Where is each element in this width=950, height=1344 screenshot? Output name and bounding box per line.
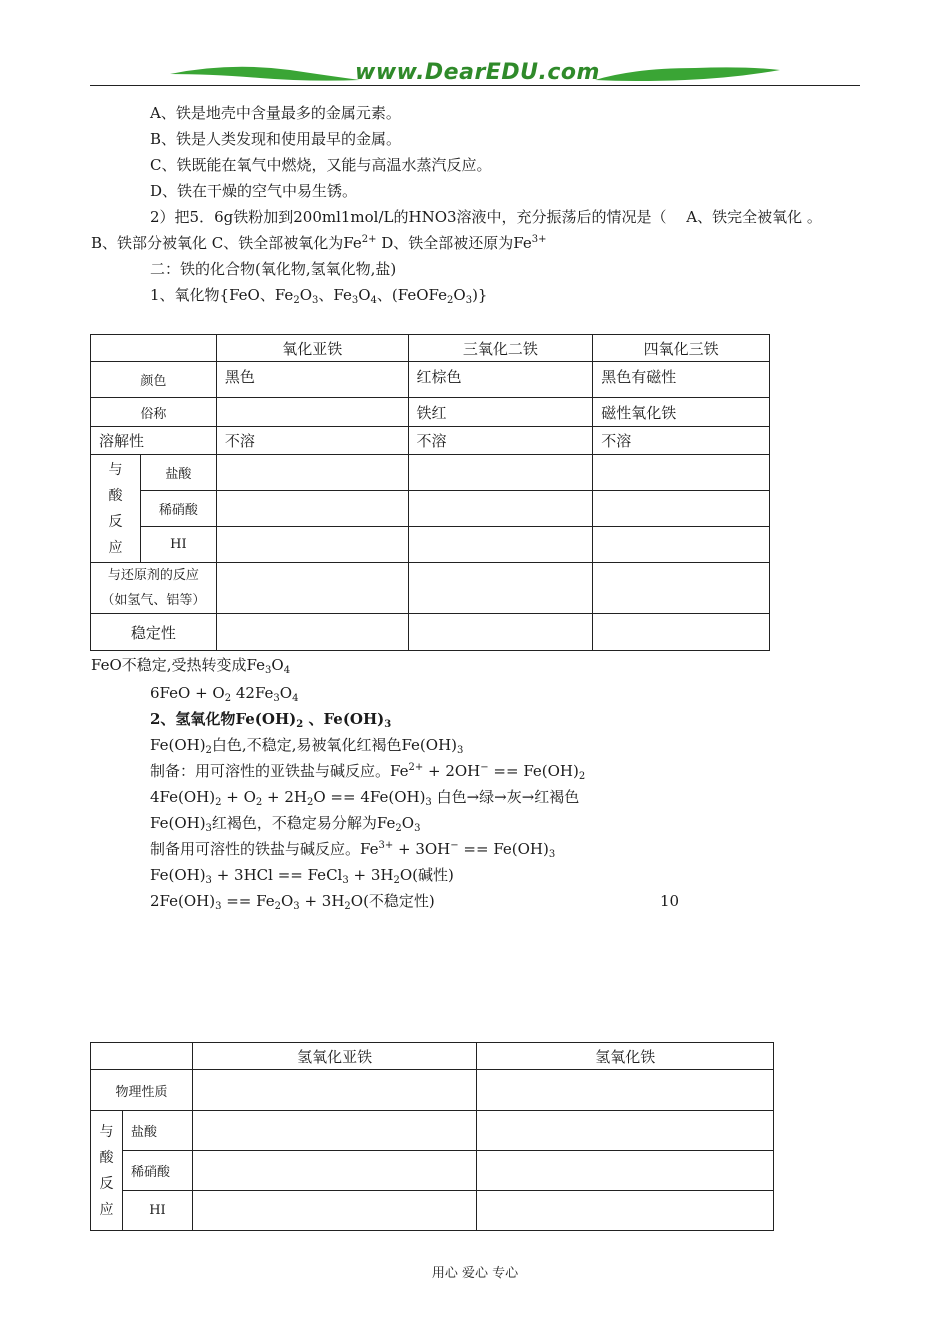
feo-note: FeO不稳定,受热转变成$Fe_3O_4$ [91,656,291,676]
table-cell: 红棕色 [408,362,593,398]
acid-label: HI [122,1191,192,1231]
column-header: 氢氧化铁 [477,1043,774,1070]
note-line: $Fe(OH)_2$白色,不稳定,易被氧化红褐色$Fe(OH)_3$ [150,736,464,756]
column-header: 氧化亚铁 [216,335,408,362]
table-cell: 不溶 [593,427,770,455]
column-header: 四氧化三铁 [593,335,770,362]
column-header: 氢氧化亚铁 [192,1043,477,1070]
note-line: $2Fe(OH)_3 == Fe_2O_3 + 3H_2O$(不稳定性) [150,892,435,912]
table-cell: 不溶 [216,427,408,455]
row-label: 稳定性 [91,614,217,651]
table-cell [216,398,408,427]
row-label: 物理性质 [91,1070,193,1111]
column-header: 三氧化二铁 [408,335,593,362]
table-cell: 黑色 [216,362,408,398]
table-row [91,427,770,455]
row-label: 溶解性 [91,427,217,455]
table-cell: 不溶 [408,427,593,455]
table-cell: 磁性氧化铁 [593,398,770,427]
header-rule [90,85,860,86]
table-row [91,398,770,427]
equation-1: $6FeO + O_2$ $42Fe_3O_4$ [150,684,299,704]
question-2-line-1: 2）把5．6g铁粉加到200ml1mol/L的HNO3溶液中，充分振荡后的情况是（ A、铁完全被氧化 。 [150,208,822,226]
option-d: D、铁在干燥的空气中易生锈。 [150,182,358,200]
acid-label: 盐酸 [122,1111,192,1151]
table-row [91,1043,774,1070]
option-a: A、铁是地壳中含量最多的金属元素。 [150,104,401,122]
option-c: C、铁既能在氧气中燃烧，又能与高温水蒸汽反应。 [150,156,492,174]
row-label: 俗称 [91,398,217,427]
question-2-line-2: B、铁部分被氧化 C、铁全部被氧化为$Fe^{2+}$ D、铁全部被还原为$Fe^{3+}$ [91,234,547,252]
table-cell: 铁红 [408,398,593,427]
acid-label: 盐酸 [140,455,216,491]
table-row [91,362,770,398]
oxide-title: 1、氧化物{FeO、$Fe_2O_3$、$Fe_3O_4$、$(FeOFe_2O_3)$} [150,286,488,306]
table-row [91,563,770,614]
reductant-label: 与还原剂的反应 （如氢气、铝等） [91,563,217,614]
section-title: 二：铁的化合物(氧化物,氢氧化物,盐) [150,260,397,278]
note-line: 制备：用可溶性的亚铁盐与碱反应。$Fe^{2+} + 2OH^- == Fe(OH)_2$ [150,762,586,782]
acid-label: HI [140,527,216,563]
table-row [91,614,770,651]
table-row [91,1191,774,1231]
footer-text: 用心 爱心 专心 [431,1266,519,1281]
table-row [91,527,770,563]
hydroxide-title: 2、氢氧化物$Fe(OH)_2$ 、$Fe(OH)_3$ [150,710,392,730]
note-line: $Fe(OH)_3$红褐色，不稳定易分解为$Fe_2O_3$ [150,814,421,834]
acid-reaction-label: 与 酸 反 应 [91,455,141,563]
table-cell: 黑色有磁性 [593,362,770,398]
acid-label: 稀硝酸 [140,491,216,527]
table-row [91,335,770,362]
table-row [91,1151,774,1191]
page-number: 10 [660,892,680,910]
note-line: $4Fe(OH)_2 + O_2 + 2H_2O == 4Fe(OH)_3$ 白色→绿→灰→红褐色 [150,788,580,808]
note-line: 制备用可溶性的铁盐与碱反应。$Fe^{3+} + 3OH^- == Fe(OH)_3$ [150,840,556,860]
table-row [91,455,770,491]
option-b: B、铁是人类发现和使用最早的金属。 [150,130,402,148]
row-label: 颜色 [91,362,217,398]
table-row [91,491,770,527]
oxide-table [90,334,770,651]
note-line: $Fe(OH)_3 + 3HCl$ == FeCl$_3$ + $3H_2O$(碱性) [150,866,454,886]
acid-label: 稀硝酸 [122,1151,192,1191]
hydroxide-table [90,1042,774,1231]
table-row [91,1070,774,1111]
acid-reaction-label: 与 酸 反 应 [91,1111,123,1231]
site-logo: www.DearEDU.com [355,60,600,85]
table-row [91,1111,774,1151]
